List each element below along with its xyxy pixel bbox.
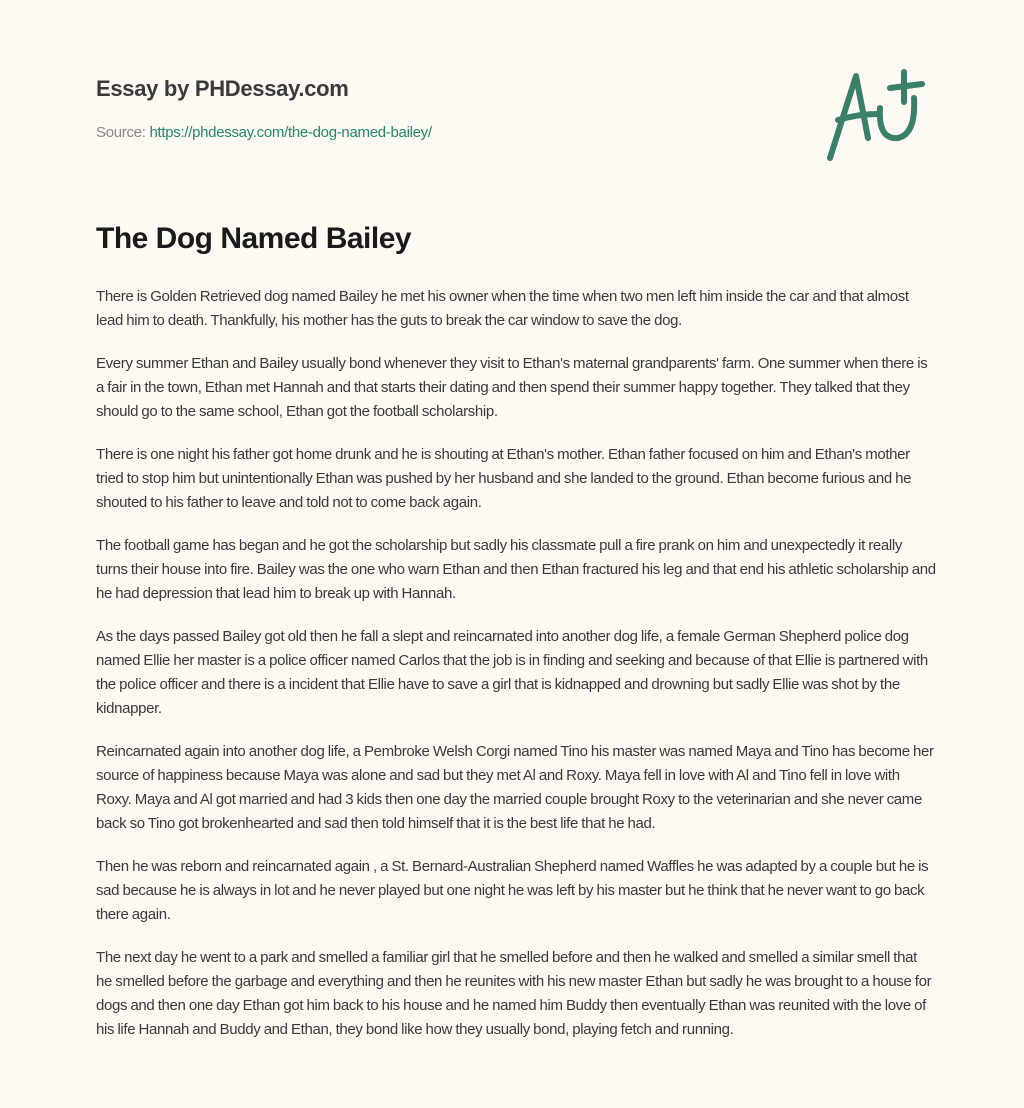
essay-paragraph: Reincarnated again into another dog life, a Pembroke Welsh Corgi named Tino his master was named Maya and Tino has become her source of happiness because Maya was alone and sad but they met Al and Roxy. Maya fell in love with Al and Tino fell in love with Roxy. Maya and Al got married and had 3 kids then one day the married couple brought Roxy to the veterinarian and she never came back so Tino got brokenhearted and sad then told himself that it is the best life that he had. [96, 743, 934, 832]
essay-paragraph: Then he was reborn and reincarnated again , a St. Bernard-Australian Shepherd named Waffles he was adapted by a couple but he is sad because he is always in lot and he never played but one night he was left by his master but he think that he never want to go back there again. [96, 858, 929, 923]
essay-paragraph: Every summer Ethan and Bailey usually bond whenever they visit to Ethan's maternal grandparents' farm. One summer when there is a fair in the town, Ethan met Hannah and that starts their dating and then spend their summer happy together. They talked that they should go to the same school, Ethan got the football scholarship. [96, 355, 928, 420]
source-label: Source: [96, 124, 150, 141]
essay-body [96, 285, 936, 1061]
a-plus-logo-icon [818, 68, 928, 168]
source-line [96, 124, 432, 141]
essay-title: The Dog Named Bailey [96, 222, 412, 255]
essay-paragraph: The football game has began and he got the scholarship but sadly his classmate pull a fire prank on him and unexpectedly it really turns their house into fire. Bailey was the one who warn Ethan and then Ethan fractured his leg and that end his athletic scholarship and he had depression that lead him to break up with Hannah. [96, 537, 936, 602]
source-link[interactable]: https://phdessay.com/the-dog-named-bailey/ [149, 124, 432, 141]
essay-paragraph: The next day he went to a park and smelled a familiar girl that he smelled before and then he walked and smelled a similar smell that he smelled before the garbage and everything and then he reunites with his new master Ethan but sadly he was brought to a house for dogs and then one day Ethan got him back to his house and he named him Buddy then eventually Ethan was reunited with the love of his life Hannah and Buddy and Ethan, they bond like how they usually bond, playing fetch and running. [96, 949, 932, 1038]
site-brand: Essay by PHDessay.com [96, 76, 349, 101]
essay-paragraph: There is one night his father got home drunk and he is shouting at Ethan's mother. Ethan father focused on him and Ethan's mother tried to stop him but unintentionally Ethan was pushed by her husband and she landed to the ground. Ethan become furious and he shouted to his father to leave and told not to come back again. [96, 446, 912, 511]
essay-paragraph: There is Golden Retrieved dog named Bailey he met his owner when the time when two men left him inside the car and that almost lead him to death. Thankfully, his mother has the guts to break the car window to save the dog. [96, 288, 909, 329]
essay-paragraph: As the days passed Bailey got old then he fall a slept and reincarnated into another dog life, a female German Shepherd police dog named Ellie her master is a police officer named Carlos that the job is in finding and seeking and because of that Ellie is partnered with the police officer and there is a incident that Ellie have to save a girl that is kidnapped and drowning but sadly Ellie was shot by the kidnapper. [96, 628, 928, 717]
